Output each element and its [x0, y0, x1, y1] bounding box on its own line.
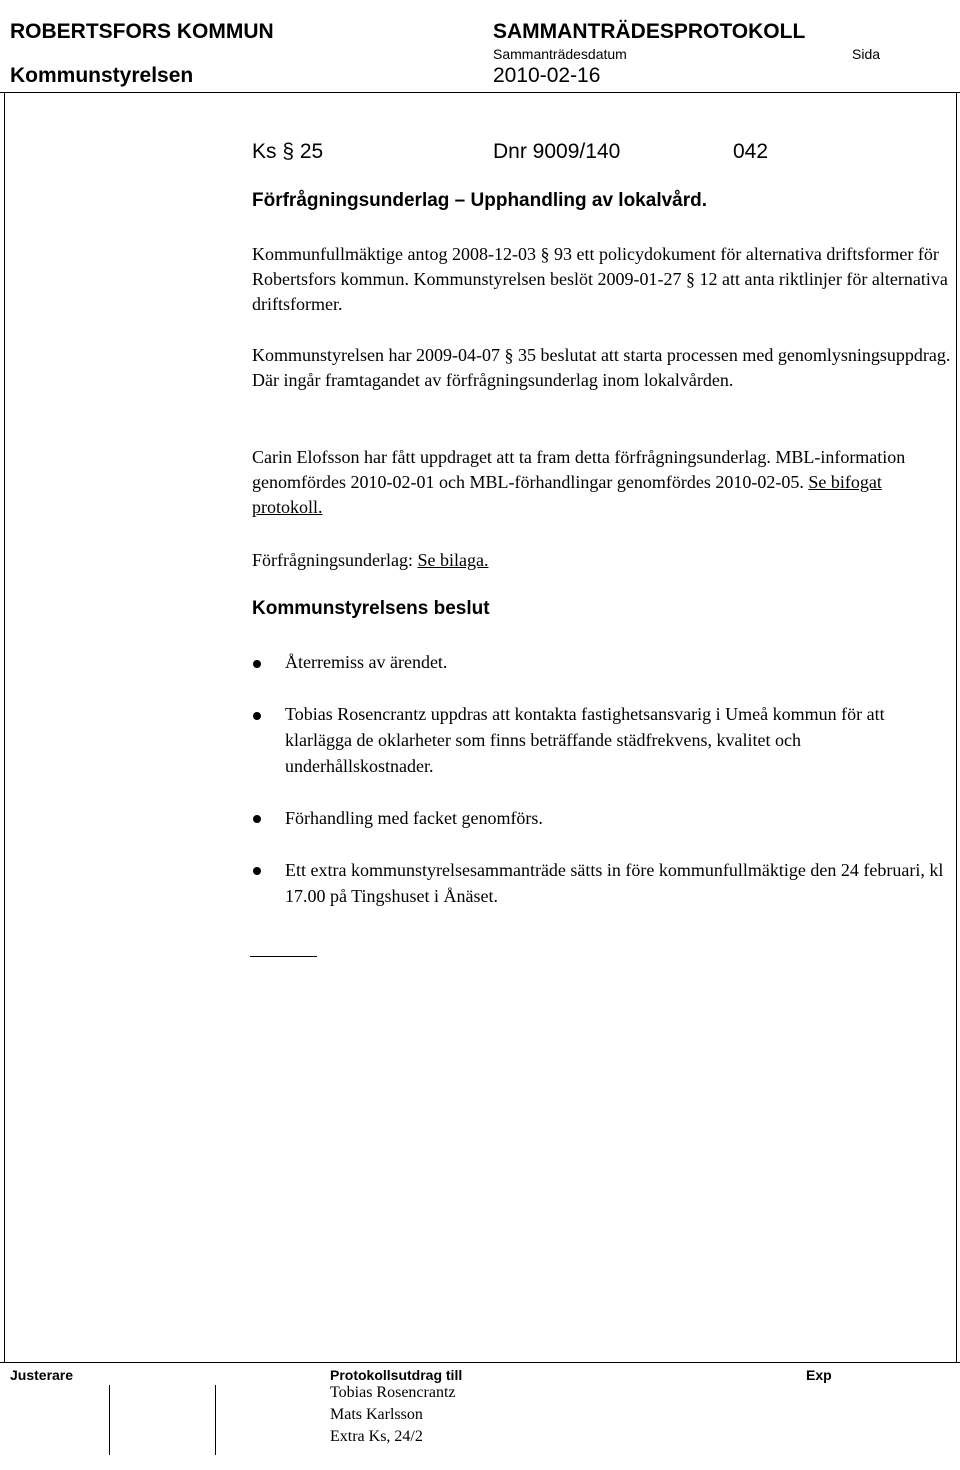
paragraph-background: Kommunfullmäktige antog 2008-12-03 § 93 ett policydokument för alternativa driftsformer för Robertsfors kommun. Kommunstyrelsen beslöt 2009-01-27 § 12 att anta riktlinjer för alternativa driftsformer. [252, 244, 948, 314]
signature-divider [215, 1385, 216, 1455]
attachment-link[interactable]: Se bilaga. [417, 550, 489, 570]
justerare-label: Justerare [10, 1367, 74, 1383]
extract-label: Protokollsutdrag till [330, 1367, 463, 1383]
bullet-icon [253, 867, 261, 875]
left-margin-line [4, 92, 5, 1362]
recipient: Extra Ks, 24/2 [330, 1428, 423, 1445]
header-rule [0, 92, 960, 93]
attachment-label: Förfrågningsunderlag: [252, 550, 418, 570]
bullet-icon [253, 712, 261, 720]
right-margin-line [956, 92, 957, 1362]
end-rule [250, 956, 317, 957]
paragraph-mbl [252, 445, 952, 520]
decision-item: Förhandling med facket genomförs. [285, 808, 543, 828]
case-code: 042 [733, 140, 769, 163]
paragraph-process: Kommunstyrelsen har 2009-04-07 § 35 beslutat att starta processen med genomlysningsuppdrag. Där ingår framtagandet av förfrågningsunderlag inom lokalvården. [252, 345, 951, 390]
paragraph-mbl-text: Carin Elofsson har fått uppdraget att ta fram detta förfrågningsunderlag. MBL-information genomfördes 2010-02-01 och MBL-förhandlingar genomfördes 2010-02-05. [252, 447, 906, 492]
decision-item: Återremiss av ärendet. [285, 652, 448, 672]
signature-divider [109, 1385, 110, 1455]
meeting-date: 2010-02-16 [493, 64, 601, 87]
decision-item: Ett extra kommunstyrelsesammanträde sätts in före kommunfullmäktige den 24 februari, kl 17.00 på Tingshuset i Ånäset. [285, 860, 944, 906]
decision-item: Tobias Rosencrantz uppdras att kontakta fastighetsansvarig i Umeå kommun för att klarlägga de oklarheter som finns beträffande städfrekvens, kvalitet och underhållskostnader. [285, 704, 885, 776]
decision-heading: Kommunstyrelsens beslut [252, 598, 490, 619]
page-label: Sida [852, 46, 881, 62]
paragraph-attachment [252, 548, 952, 573]
section-number: Ks § 25 [252, 140, 324, 163]
meeting-date-label: Sammanträdesdatum [493, 46, 627, 62]
recipient: Tobias Rosencrantz [330, 1384, 456, 1401]
bullet-icon [253, 660, 261, 668]
document-type: SAMMANTRÄDESPROTOKOLL [493, 20, 806, 43]
protocol-link[interactable]: Se bifogat protokoll. [252, 472, 882, 517]
board-name: Kommunstyrelsen [10, 64, 194, 87]
diary-number: Dnr 9009/140 [493, 140, 621, 163]
organization-name: ROBERTSFORS KOMMUN [10, 20, 274, 43]
footer-rule [0, 1362, 960, 1363]
bullet-icon [253, 815, 261, 823]
exp-label: Exp [806, 1367, 832, 1383]
case-title: Förfrågningsunderlag – Upphandling av lokalvård. [252, 190, 708, 211]
recipient: Mats Karlsson [330, 1406, 423, 1423]
